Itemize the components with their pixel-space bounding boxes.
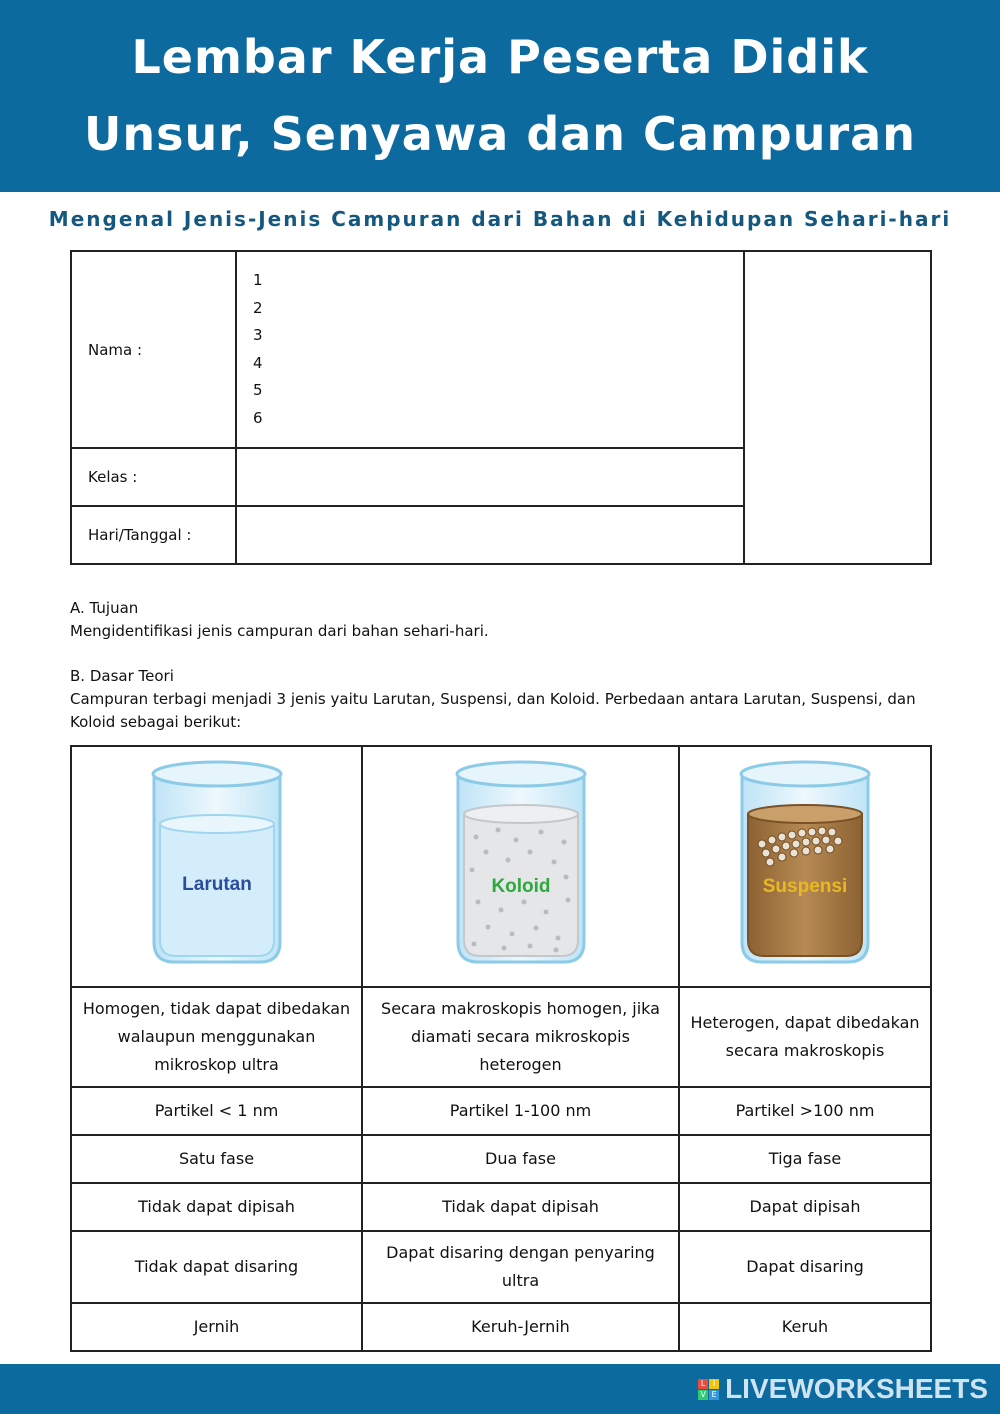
logo-letter: E	[709, 1390, 719, 1400]
suspensi-beaker-icon	[730, 752, 880, 972]
nama-label: Nama :	[71, 251, 236, 448]
koloid-beaker-icon	[446, 752, 596, 972]
cell-koloid-clarity: Keruh-Jernih	[362, 1303, 679, 1351]
section-a-text: Mengidentifikasi jenis campuran dari bahan sehari-hari.	[70, 622, 489, 640]
cell-suspensi-separate: Dapat dipisah	[679, 1183, 931, 1231]
title-line-2: Unsur, Senyawa dan Campuran	[84, 107, 916, 161]
larutan-image-cell	[71, 746, 362, 987]
cell-suspensi-clarity: Keruh	[679, 1303, 931, 1351]
cell-larutan-phase: Satu fase	[71, 1135, 362, 1183]
suspensi-image-cell	[679, 746, 931, 987]
logo-letter: V	[698, 1390, 708, 1400]
koloid-image-cell	[362, 746, 679, 987]
larutan-beaker-icon	[142, 752, 292, 972]
nama-field[interactable]	[236, 251, 744, 448]
cell-koloid-homogeneity: Secara makroskopis homogen, jika diamati secara mikroskopis heterogen	[362, 987, 679, 1087]
section-b-heading: B. Dasar Teori	[70, 667, 174, 685]
member-number: 4	[253, 353, 263, 372]
cell-koloid-separate: Tidak dapat dipisah	[362, 1183, 679, 1231]
suspensi-label: Suspensi	[762, 876, 848, 897]
title-line-1: Lembar Kerja Peserta Didik	[131, 30, 869, 84]
section-b-text: Campuran terbagi menjadi 3 jenis yaitu Larutan, Suspensi, dan Koloid. Perbedaan antara Larutan, Suspensi, dan Koloid sebagai berikut:	[70, 690, 916, 731]
kelas-field[interactable]	[236, 448, 744, 506]
liveworksheets-brand: LIVEWORKSHEETS	[725, 1373, 988, 1404]
cell-koloid-phase: Dua fase	[362, 1135, 679, 1183]
cell-larutan-separate: Tidak dapat dipisah	[71, 1183, 362, 1231]
kelas-label: Kelas :	[71, 448, 236, 506]
tanggal-field[interactable]	[236, 506, 744, 564]
cell-suspensi-particle: Partikel >100 nm	[679, 1087, 931, 1135]
identity-table	[70, 250, 932, 565]
koloid-label: Koloid	[490, 876, 551, 897]
larutan-label: Larutan	[181, 874, 252, 895]
cell-larutan-particle: Partikel < 1 nm	[71, 1087, 362, 1135]
logo-letter: I	[709, 1379, 719, 1389]
member-number: 5	[253, 381, 263, 399]
cell-larutan-homogeneity: Homogen, tidak dapat dibedakan walaupun menggunakan mikroskop ultra	[71, 987, 362, 1087]
header-banner	[0, 0, 1000, 192]
section-a	[70, 597, 489, 643]
comparison-table	[70, 745, 932, 1352]
cell-larutan-clarity: Jernih	[71, 1303, 362, 1351]
liveworksheets-logo[interactable]	[698, 1374, 988, 1404]
member-number: 2	[253, 298, 263, 317]
liveworksheets-logo-icon	[698, 1379, 719, 1400]
member-number: 3	[253, 326, 263, 344]
cell-suspensi-homogeneity: Heterogen, dapat dibedakan secara makroskopis	[679, 987, 931, 1087]
member-number-list	[253, 267, 743, 432]
cell-koloid-particle: Partikel 1-100 nm	[362, 1087, 679, 1135]
member-number: 1	[253, 271, 263, 289]
subtitle: Mengenal Jenis-Jenis Campuran dari Bahan di Kehidupan Sehari-hari	[48, 207, 952, 231]
blank-side-box	[744, 251, 931, 564]
section-b	[70, 665, 930, 734]
member-number: 6	[253, 408, 263, 427]
cell-suspensi-phase: Tiga fase	[679, 1135, 931, 1183]
cell-larutan-filter: Tidak dapat disaring	[71, 1231, 362, 1303]
cell-suspensi-filter: Dapat disaring	[679, 1231, 931, 1303]
logo-letter: L	[698, 1379, 708, 1389]
section-a-heading: A. Tujuan	[70, 599, 139, 617]
cell-koloid-filter: Dapat disaring dengan penyaring ultra	[362, 1231, 679, 1303]
footer-bar	[0, 1364, 1000, 1414]
tanggal-label: Hari/Tanggal :	[71, 506, 236, 564]
